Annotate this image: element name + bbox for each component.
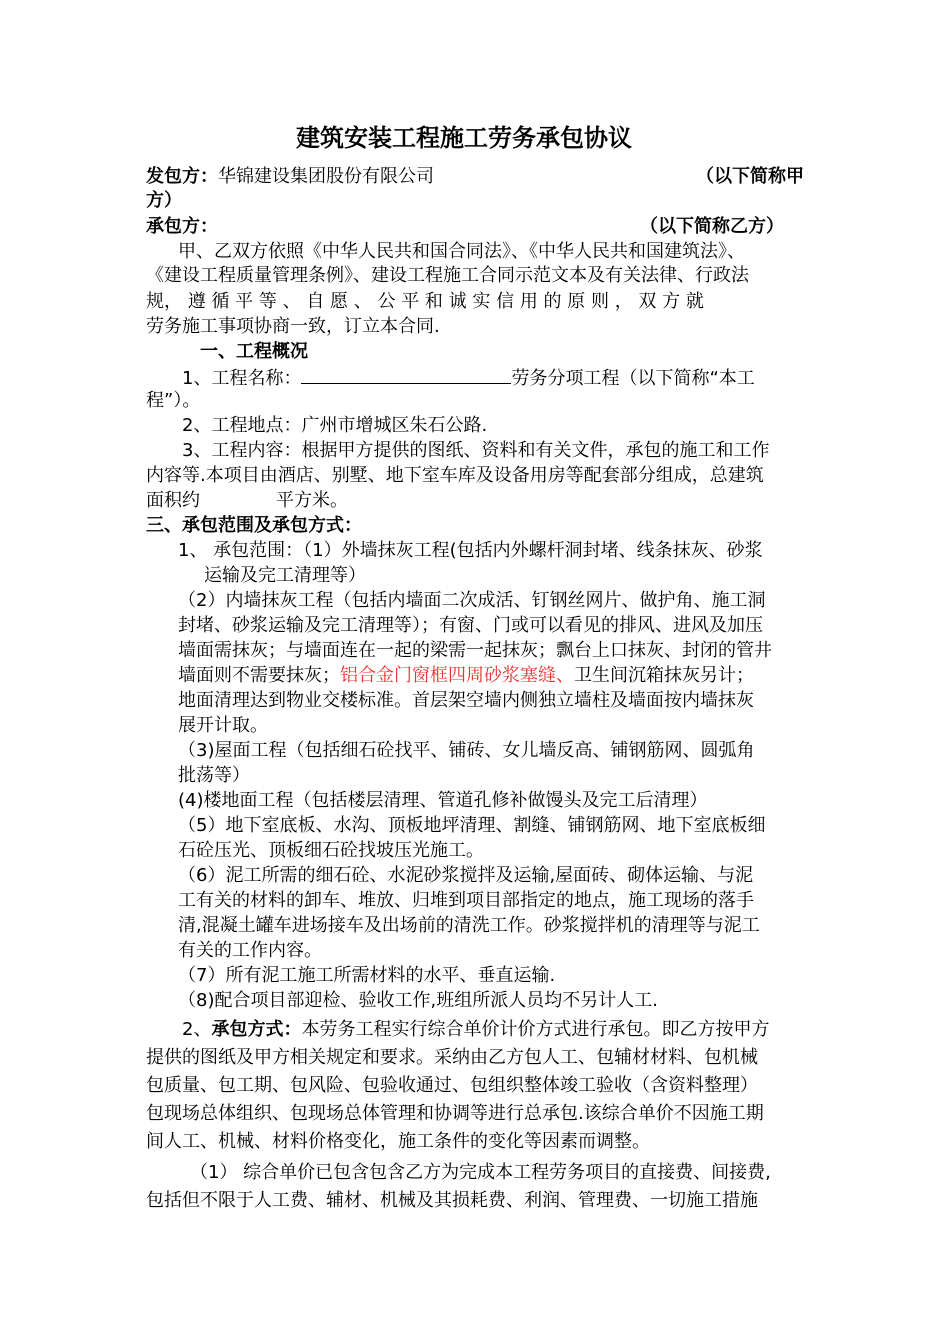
scope-line: 批荡等） [178,765,250,786]
project-area-line [146,489,348,513]
scope-line-highlight [178,664,754,688]
scope-line: （7）所有泥工施工所需材料的水平、垂直运输. [178,965,556,986]
project-name-blank [301,365,511,384]
method-line [182,1018,769,1042]
scope-line: 地面清理达到物业交楼标准。首层架空墙内侧独立墙柱及墙面按内墙抹灰 [178,690,754,711]
scope-line: （2）内墙抹灰工程（包括内墙面二次成活、钉钢丝网片、做护角、施工洞 [178,590,766,611]
scope-line: 墙面需抹灰；与墙面连在一起的梁需一起抹灰；飘台上口抹灰、封闭的管井 [178,640,772,661]
intro-line: 甲、乙双方依照《中华人民共和国合同法》、《中华人民共和国建筑法》、 [178,241,745,262]
scope-text: 墙面则不需要抹灰； [178,665,340,686]
intro-line: 《建设工程质量管理条例》、建设工程施工合同示范文本及有关法律、行政法 [146,265,749,286]
party-a-name: 华锦建设集团股份有限公司 [218,166,434,187]
scope-line: 封堵、砂浆运输及完工清理等）；有窗、门或可以看见的排风、进风及加压 [178,615,763,636]
scope-line: 有关的工作内容。 [178,940,322,961]
scope-line: （8)配合项目部迎检、验收工作,班组所派人员均不另计人工. [178,990,658,1011]
party-b-alias: （以下简称乙方） [640,216,784,237]
project-area-label: 面积约 [146,490,200,511]
method-line: 包现场总体组织、包现场总体管理和协调等进行总承包.该综合单价不因施工期 [146,1103,764,1124]
party-a-alias: （以下简称甲 [696,166,804,187]
method-line: 提供的图纸及甲方相关规定和要求。采纳由乙方包人工、包辅材材料、包机械 [146,1047,758,1068]
project-name-label: 1、工程名称： [182,368,302,389]
method-label: 承包方式： [211,1019,302,1040]
scope-line: 清,混凝土罐车进场接车及出场前的清洗工作。砂浆搅拌机的清理等与泥工 [178,915,760,936]
method-line: 间人工、机械、材料价格变化，施工条件的变化等因素而调整。 [146,1131,650,1152]
method-text: 本劳务工程实行综合单价计价方式进行承包。即乙方按甲方 [301,1019,770,1040]
scope-line: （5）地下室底板、水沟、顶板地坪清理、割缝、铺钢筋网、地下室底板细 [178,815,766,836]
party-a-alias-cont: 方） [146,190,182,211]
scope-line: （3)屋面工程（包括细石砼找平、铺砖、女儿墙反高、铺钢筋网、圆弧角 [178,740,755,761]
project-location: 2、工程地点：广州市增城区朱石公路. [182,415,488,436]
project-content-line: 3、工程内容：根据甲方提供的图纸、资料和有关文件，承包的施工和工作 [182,440,770,461]
party-b-label: 承包方： [146,216,218,237]
scope-text: 卫生间沉箱抹灰另计； [574,665,754,686]
party-a-line [146,165,434,189]
method-line: 包质量、包工期、包风险、包验收通过、包组织整体竣工验收（含资料整理） [146,1075,758,1096]
scope-line: 展开计取。 [178,715,268,736]
highlighted-text: 铝合金门窗框四周砂浆塞缝、 [340,665,574,686]
project-name-cont: 程”）。 [146,390,201,411]
intro-line: 劳务施工事项协商一致，订立本合同. [146,316,440,337]
scope-line: 工有关的材料的卸车、堆放、归堆到项目部指定的地点，施工现场的落手 [178,890,754,911]
project-content-line: 内容等.本项目由酒店、别墅、地下室车库及设备用房等配套部分组成，总建筑 [146,465,764,486]
scope-line: （6）泥工所需的细石砼、水泥砂浆搅拌及运输,屋面砖、砌体运输、与泥 [178,865,754,886]
party-a-label: 发包方： [146,166,218,187]
section-heading: 三、承包范围及承包方式： [146,515,362,536]
section-heading: 一、工程概况 [200,341,308,362]
unit-price-line: 包括但不限于人工费、辅材、机械及其损耗费、利润、管理费、一切施工措施 [146,1190,758,1211]
project-name-line [182,365,755,391]
scope-line: 1、 承包范围：（1）外墙抹灰工程(包括内外螺杆洞封堵、线条抹灰、砂浆 [178,540,763,561]
method-number: 2、 [182,1019,212,1040]
intro-line: 规， 遵 循 平 等 、 自 愿 、 公 平 和 诚 实 信 用 的 原 则 ， 双 方 就 [146,291,704,312]
document-title: 建筑安装工程施工劳务承包协议 [296,124,632,152]
scope-line: 运输及完工清理等） [204,565,366,586]
project-area-unit: 平方米。 [276,490,348,511]
scope-line: 石砼压光、顶板细石砼找坡压光施工。 [178,840,484,861]
unit-price-line: （1） 综合单价已包含包含乙方为完成本工程劳务项目的直接费、间接费, [190,1162,771,1183]
project-name-suffix: 劳务分项工程（以下简称“本工 [511,368,755,389]
scope-line: (4)楼地面工程（包括楼层清理、管道孔修补做馒头及完工后清理） [178,790,708,811]
